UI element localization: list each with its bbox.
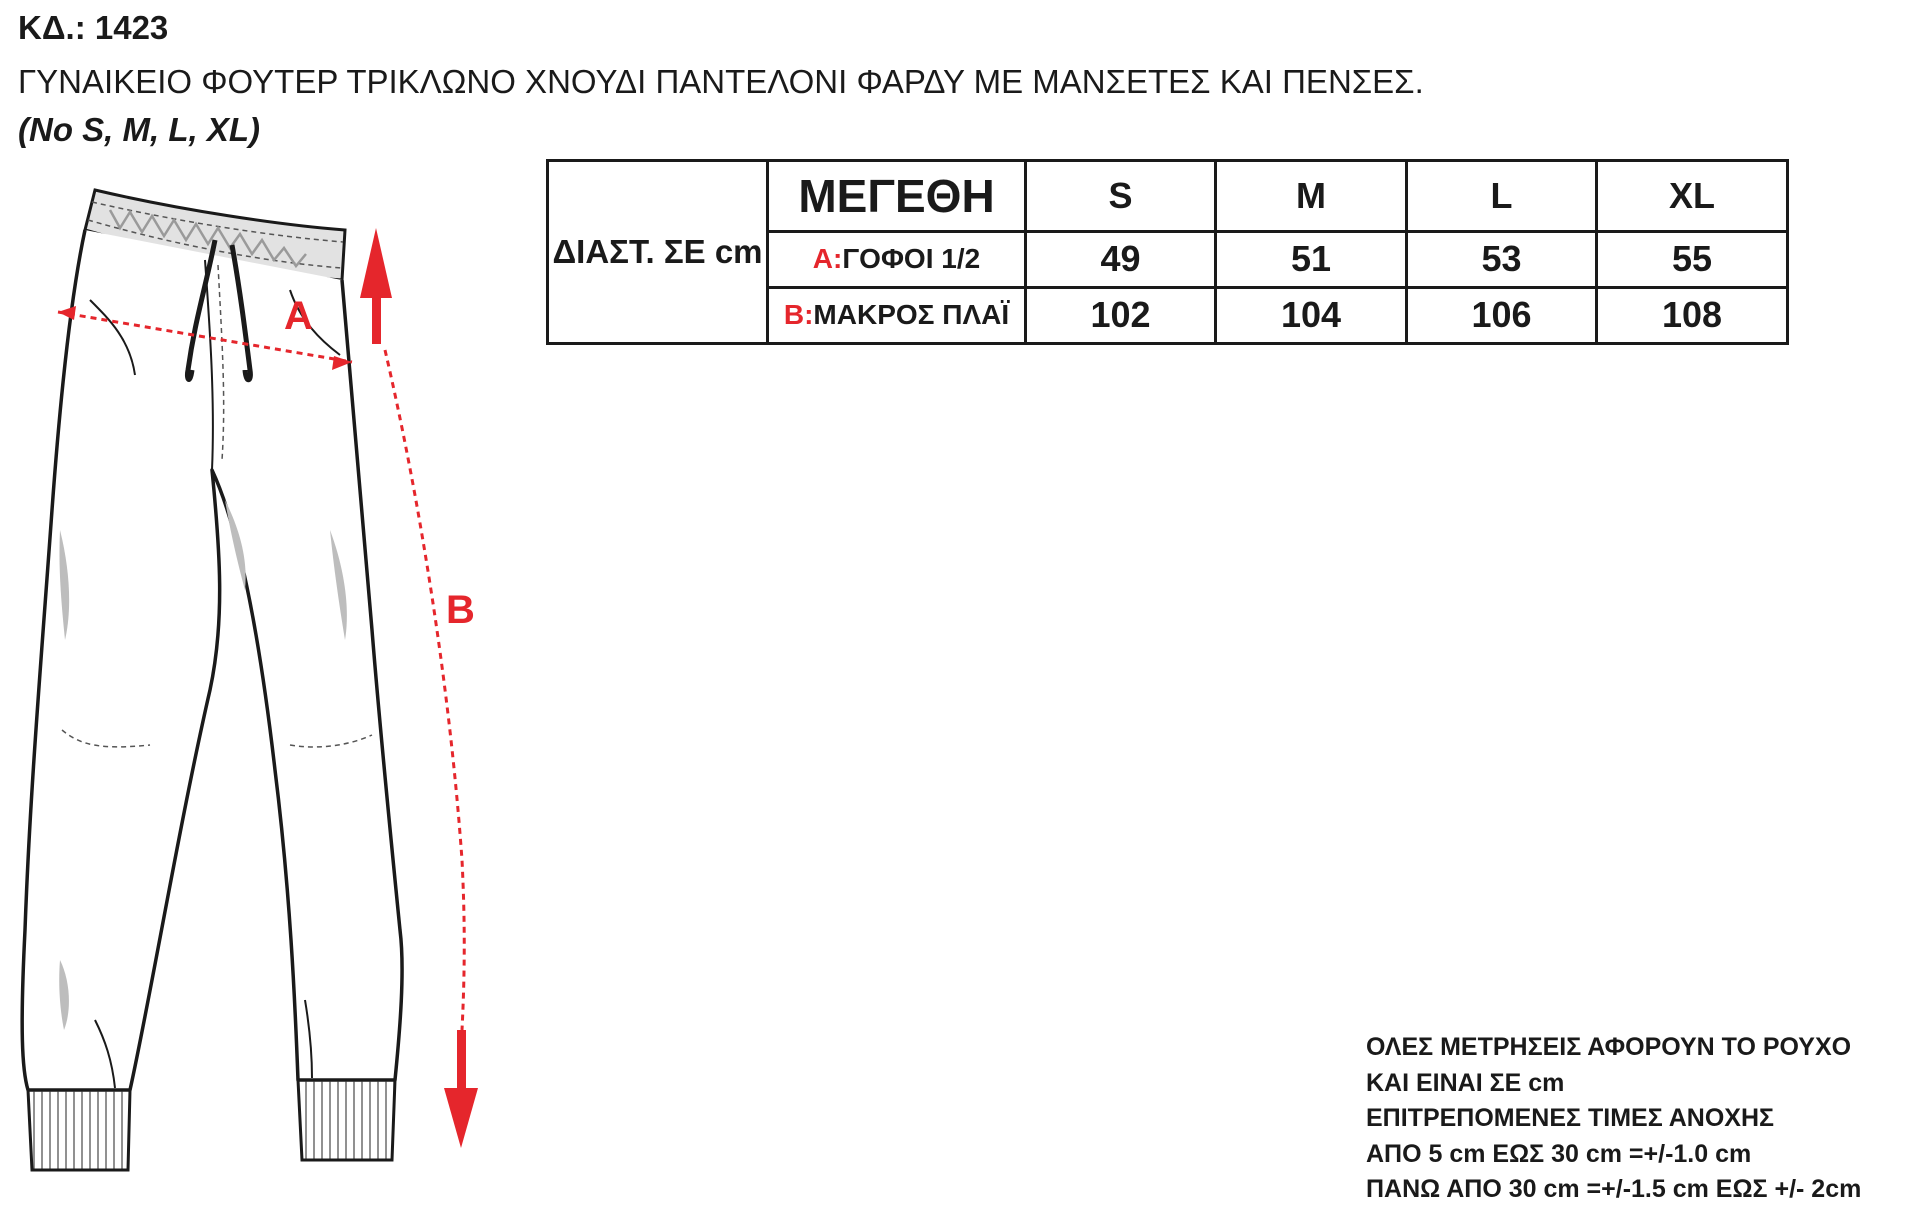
dimension-label: ΔΙΑΣΤ. ΣΕ cm [548, 161, 768, 344]
note-line: ΑΠΟ 5 cm ΕΩΣ 30 cm =+/-1.0 cm [1366, 1139, 1752, 1168]
size-m: M [1216, 161, 1407, 232]
length-arrow-bottom [444, 1088, 478, 1148]
product-code: ΚΔ.: 1423 [18, 9, 169, 46]
length-l: 106 [1407, 287, 1597, 343]
row-marker-b: B: [783, 299, 814, 331]
length-m: 104 [1216, 287, 1407, 343]
product-description: ΓΥΝΑΙΚΕΙΟ ΦΟΥΤΕΡ ΤΡΙΚΛΩΝΟ ΧΝΟΥΔΙ ΠΑΝΤΕΛΟΝΙ ΦΑΡΔΥ ΜΕ ΜΑΝΣΕΤΕΣ ΚΑΙ ΠΕΝΣΕΣ. [18, 63, 1424, 100]
measure-label-b: B [446, 588, 475, 632]
pants-technical-drawing [0, 170, 500, 1180]
measurement-notes [1366, 1030, 1886, 1208]
length-s: 102 [1026, 287, 1216, 343]
sizes-header: ΜΕΓΕΘΗ [768, 161, 1026, 232]
length-xl: 108 [1597, 287, 1788, 343]
note-line: ΚΑΙ ΕΙΝΑΙ ΣΕ cm [1366, 1068, 1565, 1097]
right-cuff [298, 1080, 395, 1160]
available-sizes-note: (No S, M, L, XL) [18, 111, 260, 148]
left-cuff [28, 1090, 130, 1170]
row-name-length: ΜΑΚΡΟΣ ΠΛΑΪ [813, 299, 1010, 331]
note-line: ΠΑΝΩ ΑΠΟ 30 cm =+/-1.5 cm ΕΩΣ +/- 2cm [1366, 1175, 1862, 1203]
size-xl: XL [1597, 161, 1788, 232]
size-s: S [1026, 161, 1216, 232]
row-label-length [768, 287, 1026, 343]
hips-xl: 55 [1597, 231, 1788, 287]
size-l: L [1407, 161, 1597, 232]
note-line: ΟΛΕΣ ΜΕΤΡΗΣΕΙΣ ΑΦΟΡΟΥΝ ΤΟ ΡΟΥΧΟ [1366, 1033, 1852, 1061]
row-label-hips [768, 231, 1026, 287]
row-name-hips: ΓΟΦΟΙ 1/2 [842, 243, 981, 275]
size-header-row [548, 161, 1788, 232]
note-line: ΕΠΙΤΡΕΠΟΜΕΝΕΣ ΤΙΜΕΣ ΑΝΟΧΗΣ [1366, 1104, 1774, 1132]
hips-m: 51 [1216, 231, 1407, 287]
size-chart-table [546, 159, 1789, 345]
measure-label-a: A [284, 294, 313, 338]
hips-l: 53 [1407, 231, 1597, 287]
hips-s: 49 [1026, 231, 1216, 287]
row-marker-a: A: [812, 243, 843, 275]
length-arrow-top [360, 228, 392, 298]
